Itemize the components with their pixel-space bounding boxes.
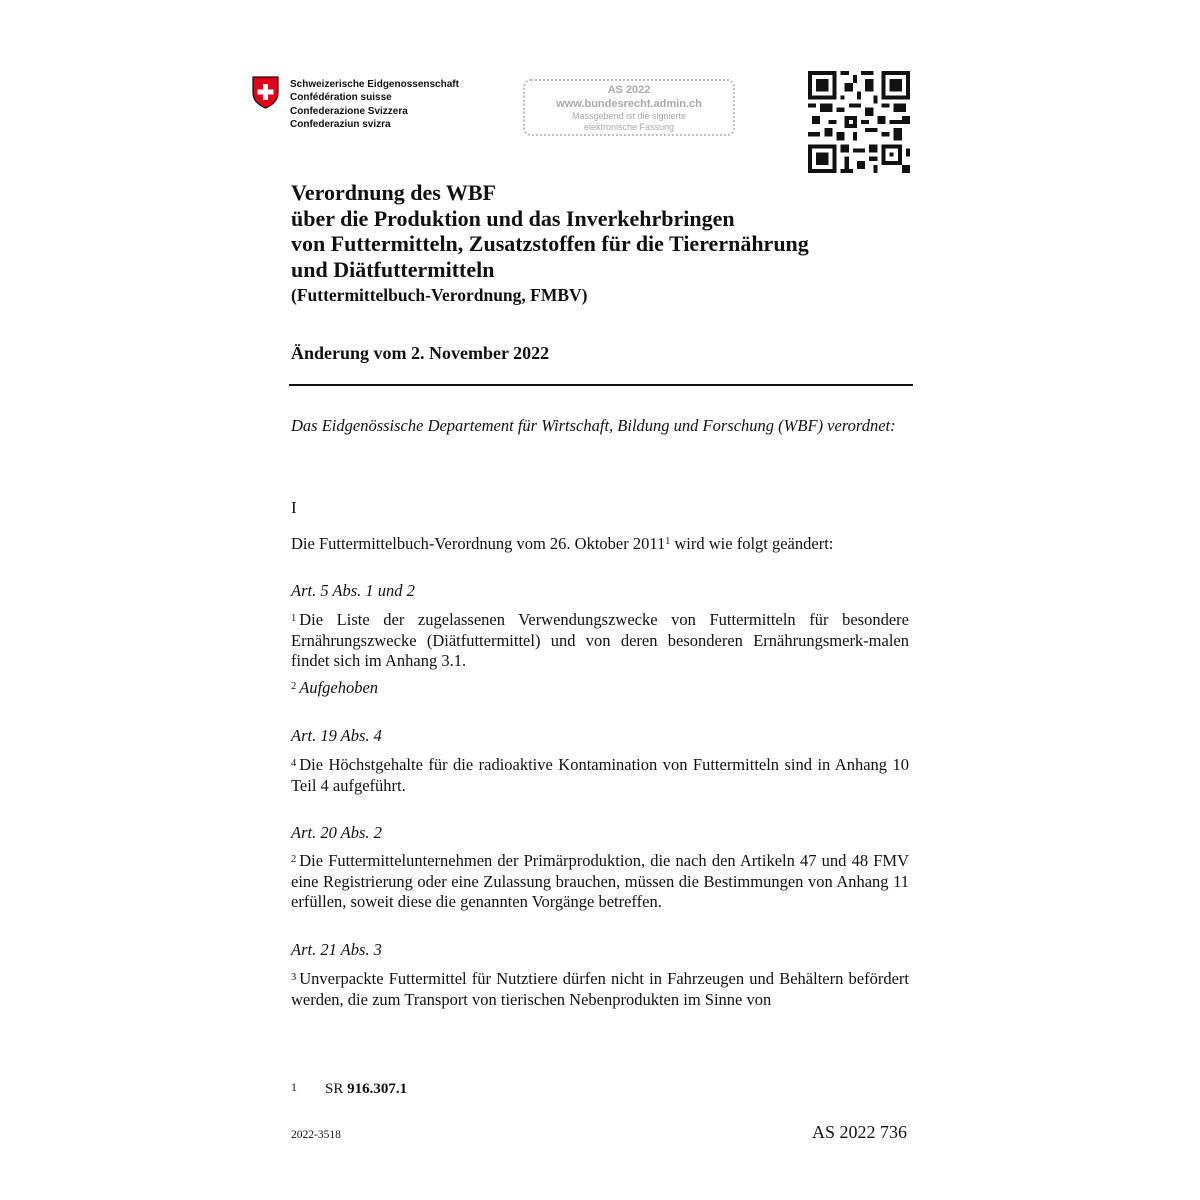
title-line-3: von Futtermitteln, Zusatzstoffen für die Tierernährung [291, 231, 809, 256]
article-heading: Art. 21 Abs. 3 [291, 940, 382, 959]
preamble: Das Eidgenössische Departement für Wirtschaft, Bildung und Forschung (WBF) verordnet: [291, 416, 896, 435]
qr-code-icon [808, 71, 910, 173]
page-reference: AS 2022 736 [812, 1122, 908, 1142]
paragraph-number: 4 [291, 758, 297, 769]
stamp-note-2: elektronische Fassung [583, 122, 675, 132]
section-number: I [291, 498, 297, 517]
amendment-date: Änderung vom 2. November 2022 [291, 343, 550, 363]
ordinance-title [291, 180, 809, 282]
paragraph-number: 2 [291, 681, 297, 692]
paragraph-text: Die Futtermittelunternehmen der Primärproduktion, die nach den Artikeln 47 und 48 FMV eine Registrierung oder eine Zulassung brauchen, müssen die Bestimmungen von Anhang 11 erfüllen, soweit diese die genannten Vorgänge betreffen. [291, 851, 909, 911]
intro-text: Die Futtermittelbuch-Verordnung vom 26. Oktober 2011 [291, 534, 666, 553]
paragraph-number: 2 [291, 854, 297, 865]
swiss-coat-of-arms-icon [252, 76, 279, 109]
title-line-4: und Diätfuttermitteln [291, 256, 495, 282]
paragraph-number: 3 [291, 972, 297, 983]
document-number: 2022-3518 [291, 1129, 341, 1141]
footnote-sr-number[interactable]: 916.307.1 [347, 1081, 408, 1097]
title-line-1: Verordnung des WBF [291, 180, 496, 205]
article-paragraph [291, 969, 909, 1010]
confederation-name-rm: Confederaziun svizra [290, 119, 391, 131]
paragraph-text: Aufgehoben [299, 678, 379, 697]
official-publication-stamp [523, 79, 735, 136]
confederation-name-it: Confederazione Svizzera [290, 105, 408, 117]
footnote-prefix: SR [325, 1081, 348, 1097]
paragraph-text: Die Liste der zugelassenen Verwendungszwecke von Futtermitteln für besondere Ernährungszwecke (Diätfuttermittel) und von deren besonderen Ernährungsmerk-malen findet sich im Anhang 3.1. [291, 610, 909, 670]
article-paragraph [291, 610, 909, 672]
article-heading: Art. 20 Abs. 2 [291, 823, 382, 842]
article-heading: Art. 5 Abs. 1 und 2 [291, 581, 415, 600]
footnote [291, 1080, 407, 1098]
stamp-note-1: Massgebend ist die signierte [571, 111, 687, 121]
paragraph-text: Die Höchstgehalte für die radioaktive Kontamination von Futtermitteln sind in Anhang 10 Teil 4 aufgeführt. [291, 755, 909, 795]
title-line-2: über die Produktion und das Inverkehrbringen [291, 205, 735, 231]
paragraph-text: Unverpackte Futtermittel für Nutztiere dürfen nicht in Fahrzeugen und Behältern befördert werden, die zum Transport von tierischen Nebenprodukten im Sinne von [291, 969, 909, 1009]
footnote-reference[interactable]: 1 [665, 536, 671, 547]
paragraph-number: 1 [291, 613, 297, 624]
intro-text-end: wird wie folgt geändert: [670, 534, 834, 553]
article-paragraph [291, 755, 909, 796]
amendment-intro [291, 534, 833, 554]
confederation-name-fr: Confédération suisse [290, 92, 392, 104]
title-divider [289, 384, 913, 386]
confederation-name-de: Schweizerische Eidgenossenschaft [290, 79, 459, 90]
stamp-url[interactable]: www.bundesrecht.admin.ch [556, 98, 702, 110]
footnote-number: 1 [291, 1080, 297, 1094]
article-paragraph [291, 678, 909, 699]
ordinance-short-title: (Futtermittelbuch-Verordnung, FMBV) [291, 285, 588, 305]
article-paragraph [291, 851, 909, 913]
article-heading: Art. 19 Abs. 4 [291, 726, 382, 745]
stamp-collection: AS 2022 [607, 84, 651, 96]
confederation-names [290, 78, 459, 132]
